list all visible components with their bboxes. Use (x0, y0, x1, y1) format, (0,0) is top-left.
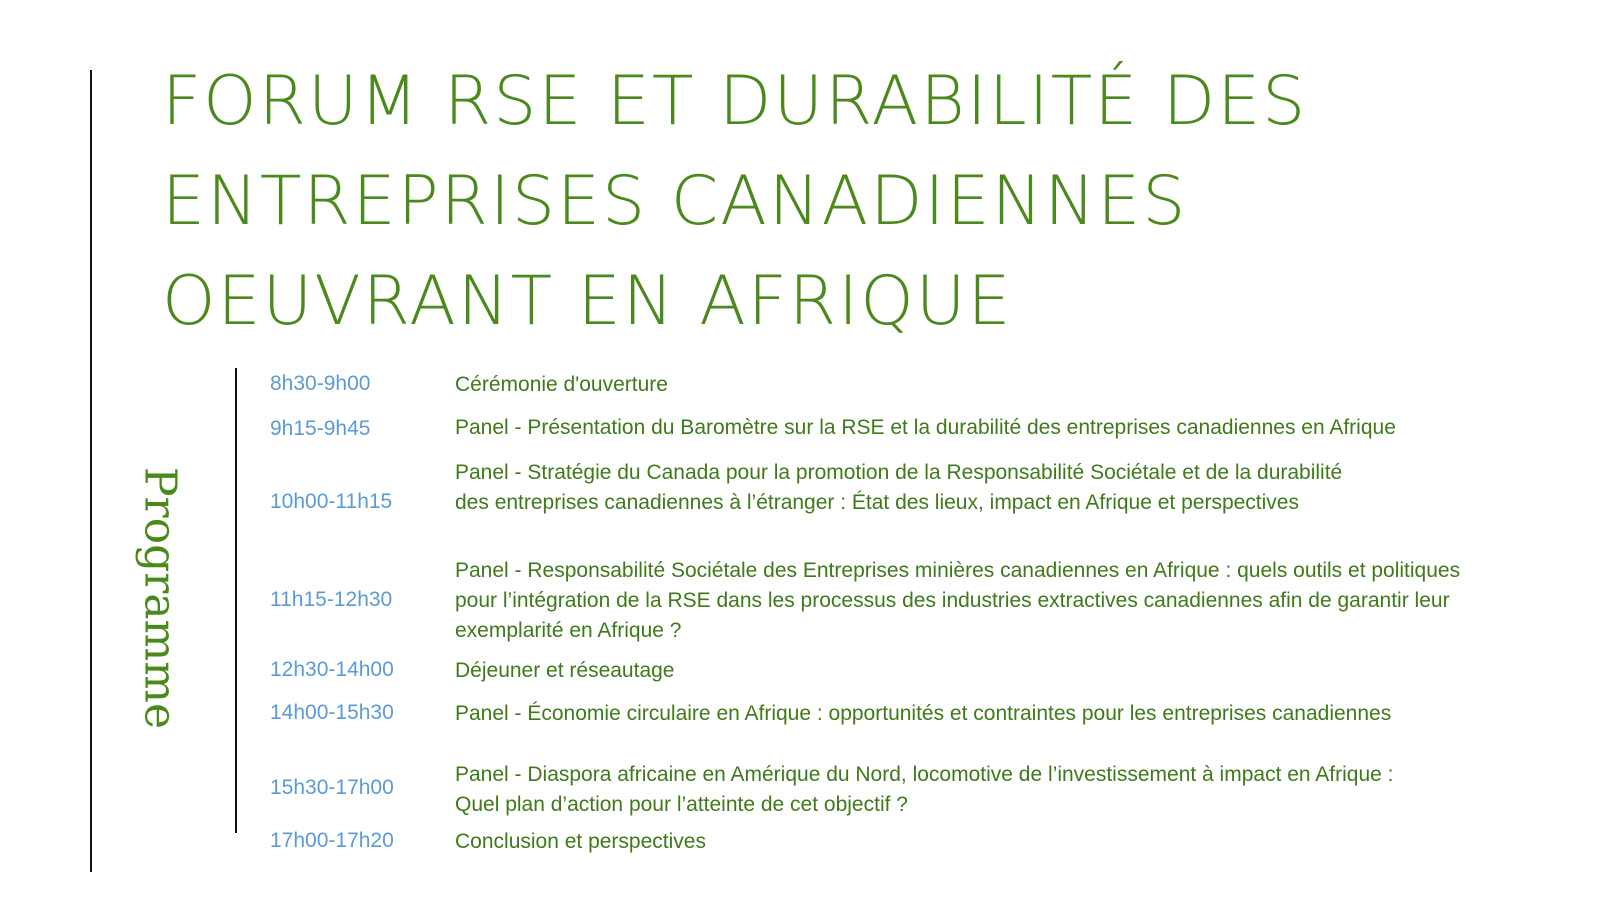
schedule-time: 8h30-9h00 (270, 372, 371, 395)
schedule-description: Panel - Économie circulaire en Afrique : opportunités et contraintes pour les entreprises canadiennes (455, 702, 1392, 725)
schedule-time: 11h15-12h30 (270, 588, 393, 611)
programme-label: Programme (134, 466, 186, 730)
title-line-2: ENTREPRISES CANADIENNES (162, 162, 1188, 241)
schedule-time: 14h00-15h30 (270, 701, 394, 724)
schedule-description: Panel - Responsabilité Sociétale des Entreprises minières canadiennes en Afrique : quels outils et politiques pour l’intégration de la RSE dans les processus des industries extractives canadiennes afin de garantir leur exemplarité en Afrique ? (455, 559, 1461, 642)
left-divider (90, 70, 92, 872)
schedule-divider (235, 368, 237, 833)
schedule-description: Conclusion et perspectives (455, 830, 706, 853)
schedule-time: 15h30-17h00 (270, 776, 394, 799)
schedule-description: Déjeuner et réseautage (455, 659, 675, 682)
schedule-description: Cérémonie d'ouverture (455, 373, 668, 396)
schedule-time: 10h00-11h15 (270, 490, 393, 513)
schedule-time: 9h15-9h45 (270, 417, 371, 440)
schedule-time: 12h30-14h00 (270, 658, 394, 681)
title-line-3: OEUVRANT EN AFRIQUE (162, 262, 1013, 341)
title-line-1: FORUM RSE ET DURABILITÉ DES (162, 62, 1308, 141)
schedule-description: Panel - Stratégie du Canada pour la promotion de la Responsabilité Sociétale et de la durabilité des entreprises canadiennes à l’étranger : État des lieux, impact en Afrique et perspectives (455, 461, 1343, 514)
schedule-description: Panel - Diaspora africaine en Amérique du Nord, locomotive de l’investissement à impact en Afrique : Quel plan d’action pour l’atteinte de cet objectif ? (455, 763, 1394, 816)
schedule-description: Panel - Présentation du Baromètre sur la RSE et la durabilité des entreprises canadiennes en Afrique (455, 416, 1396, 439)
page-title (162, 52, 1502, 352)
schedule-time: 17h00-17h20 (270, 829, 394, 852)
